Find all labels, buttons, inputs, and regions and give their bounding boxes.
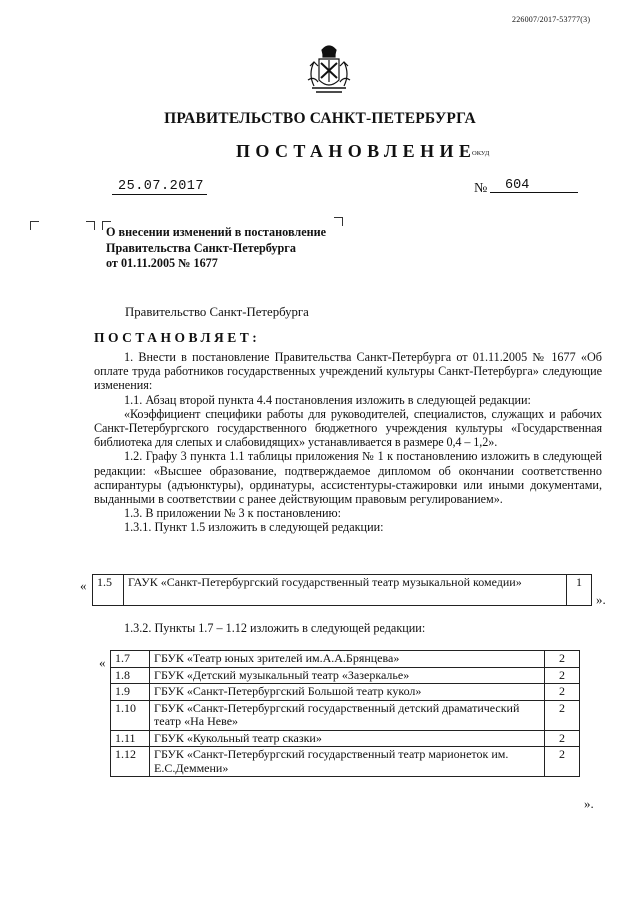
table-cell-name: ГБУК «Детский музыкальный театр «Зазеркалье» xyxy=(150,667,545,684)
table-points-1-7-1-12 xyxy=(110,650,580,777)
paragraph-1-1: 1.1. Абзац второй пункта 4.4 постановления изложить в следующей редакции: xyxy=(124,392,531,407)
subject-line: Правительства Санкт-Петербурга xyxy=(106,240,296,255)
document-number: 604 xyxy=(505,178,530,193)
subject-line: О внесении изменений в постановление xyxy=(106,225,327,239)
table-row xyxy=(111,684,580,701)
table-cell-value: 1 xyxy=(567,575,592,606)
table-cell-number: 1.5 xyxy=(93,575,124,606)
coat-of-arms-icon xyxy=(304,40,354,98)
table-row xyxy=(111,730,580,747)
table-cell-value: 2 xyxy=(545,667,580,684)
number-label: № xyxy=(474,181,488,196)
open-quote: « xyxy=(80,578,87,593)
table-cell-value: 2 xyxy=(545,747,580,777)
corner-mark xyxy=(30,221,39,230)
okud-label: ОКУД xyxy=(472,150,490,157)
table-row xyxy=(111,651,580,668)
number-underline xyxy=(490,192,578,193)
paragraph-1-1-text: «Коэффициент специфики работы для руководителей, специалистов, служащих и рабочих Санкт-Петербургского государственного бюджетного учреждения культуры «Государственная библиотека для слепых и слабовидящих» устанавливается в размере 0,4 – 1,2». xyxy=(94,406,602,450)
close-quote: ». xyxy=(584,796,594,811)
paragraph-1-2: 1.2. Графу 3 пункта 1.1 таблицы приложения № 1 к постановлению изложить в следующей редакции: «Высшее образование, подтверждаемое дипломом об окончании соответственно аспирантуры (адъюнктуры), ординатуры, ассистентуры-стажировки или иными документами, выданными в соответствии с ранее действующим правовым регулированием». xyxy=(94,449,602,507)
document-type: ПОСТАНОВЛЕНИЕ xyxy=(236,141,477,161)
paragraph-1: 1. Внести в постановление Правительства Санкт-Петербурга от 01.11.2005 № 1677 «Об оплате труда работников государственных учреждений культуры Санкт-Петербурга» следующие изменения: xyxy=(94,350,602,393)
table-row xyxy=(111,747,580,777)
table-cell-name: ГБУК «Кукольный театр сказки» xyxy=(150,730,545,747)
table-cell-name: ГАУК «Санкт-Петербургский государственный театр музыкальной комедии» xyxy=(124,575,567,606)
table-cell-number: 1.8 xyxy=(111,667,150,684)
table-cell-number: 1.10 xyxy=(111,700,150,730)
close-quote: ». xyxy=(596,592,606,607)
table-point-1-5 xyxy=(92,574,592,606)
government-preamble: Правительство Санкт-Петербурга xyxy=(125,305,309,319)
paragraph-1-3-1: 1.3.1. Пункт 1.5 изложить в следующей редакции: xyxy=(124,520,384,535)
table-row xyxy=(111,700,580,730)
table-row xyxy=(93,575,592,606)
table-cell-number: 1.11 xyxy=(111,730,150,747)
table-cell-name: ГБУК «Санкт-Петербургский Большой театр кукол» xyxy=(150,684,545,701)
table-cell-value: 2 xyxy=(545,651,580,668)
date-underline xyxy=(112,194,207,195)
table-cell-name: ГБУК «Санкт-Петербургский государственный театр марионеток им. Е.С.Деммени» xyxy=(150,747,545,777)
table-cell-name: ГБУК «Санкт-Петербургский государственный детский драматический театр «На Неве» xyxy=(150,700,545,730)
decree-keyword: ПОСТАНОВЛЯЕТ: xyxy=(94,330,261,345)
paragraph-1-3-2: 1.3.2. Пункты 1.7 – 1.12 изложить в следующей редакции: xyxy=(124,621,426,635)
document-date: 25.07.2017 xyxy=(118,179,205,194)
government-title: ПРАВИТЕЛЬСТВО САНКТ-ПЕТЕРБУРГА xyxy=(164,110,476,127)
table-cell-number: 1.12 xyxy=(111,747,150,777)
corner-mark xyxy=(86,221,95,230)
table-row xyxy=(111,667,580,684)
registration-number: 226007/2017-53777(3) xyxy=(512,15,591,24)
document-subject xyxy=(106,225,366,272)
table-cell-number: 1.7 xyxy=(111,651,150,668)
paragraph-1-3: 1.3. В приложении № 3 к постановлению: xyxy=(124,506,342,521)
open-quote: « xyxy=(99,655,106,670)
table-cell-number: 1.9 xyxy=(111,684,150,701)
table-cell-value: 2 xyxy=(545,700,580,730)
table-cell-value: 2 xyxy=(545,730,580,747)
table-cell-name: ГБУК «Театр юных зрителей им.А.А.Брянцева» xyxy=(150,651,545,668)
subject-line: от 01.11.2005 № 1677 xyxy=(106,256,218,271)
table-cell-value: 2 xyxy=(545,684,580,701)
